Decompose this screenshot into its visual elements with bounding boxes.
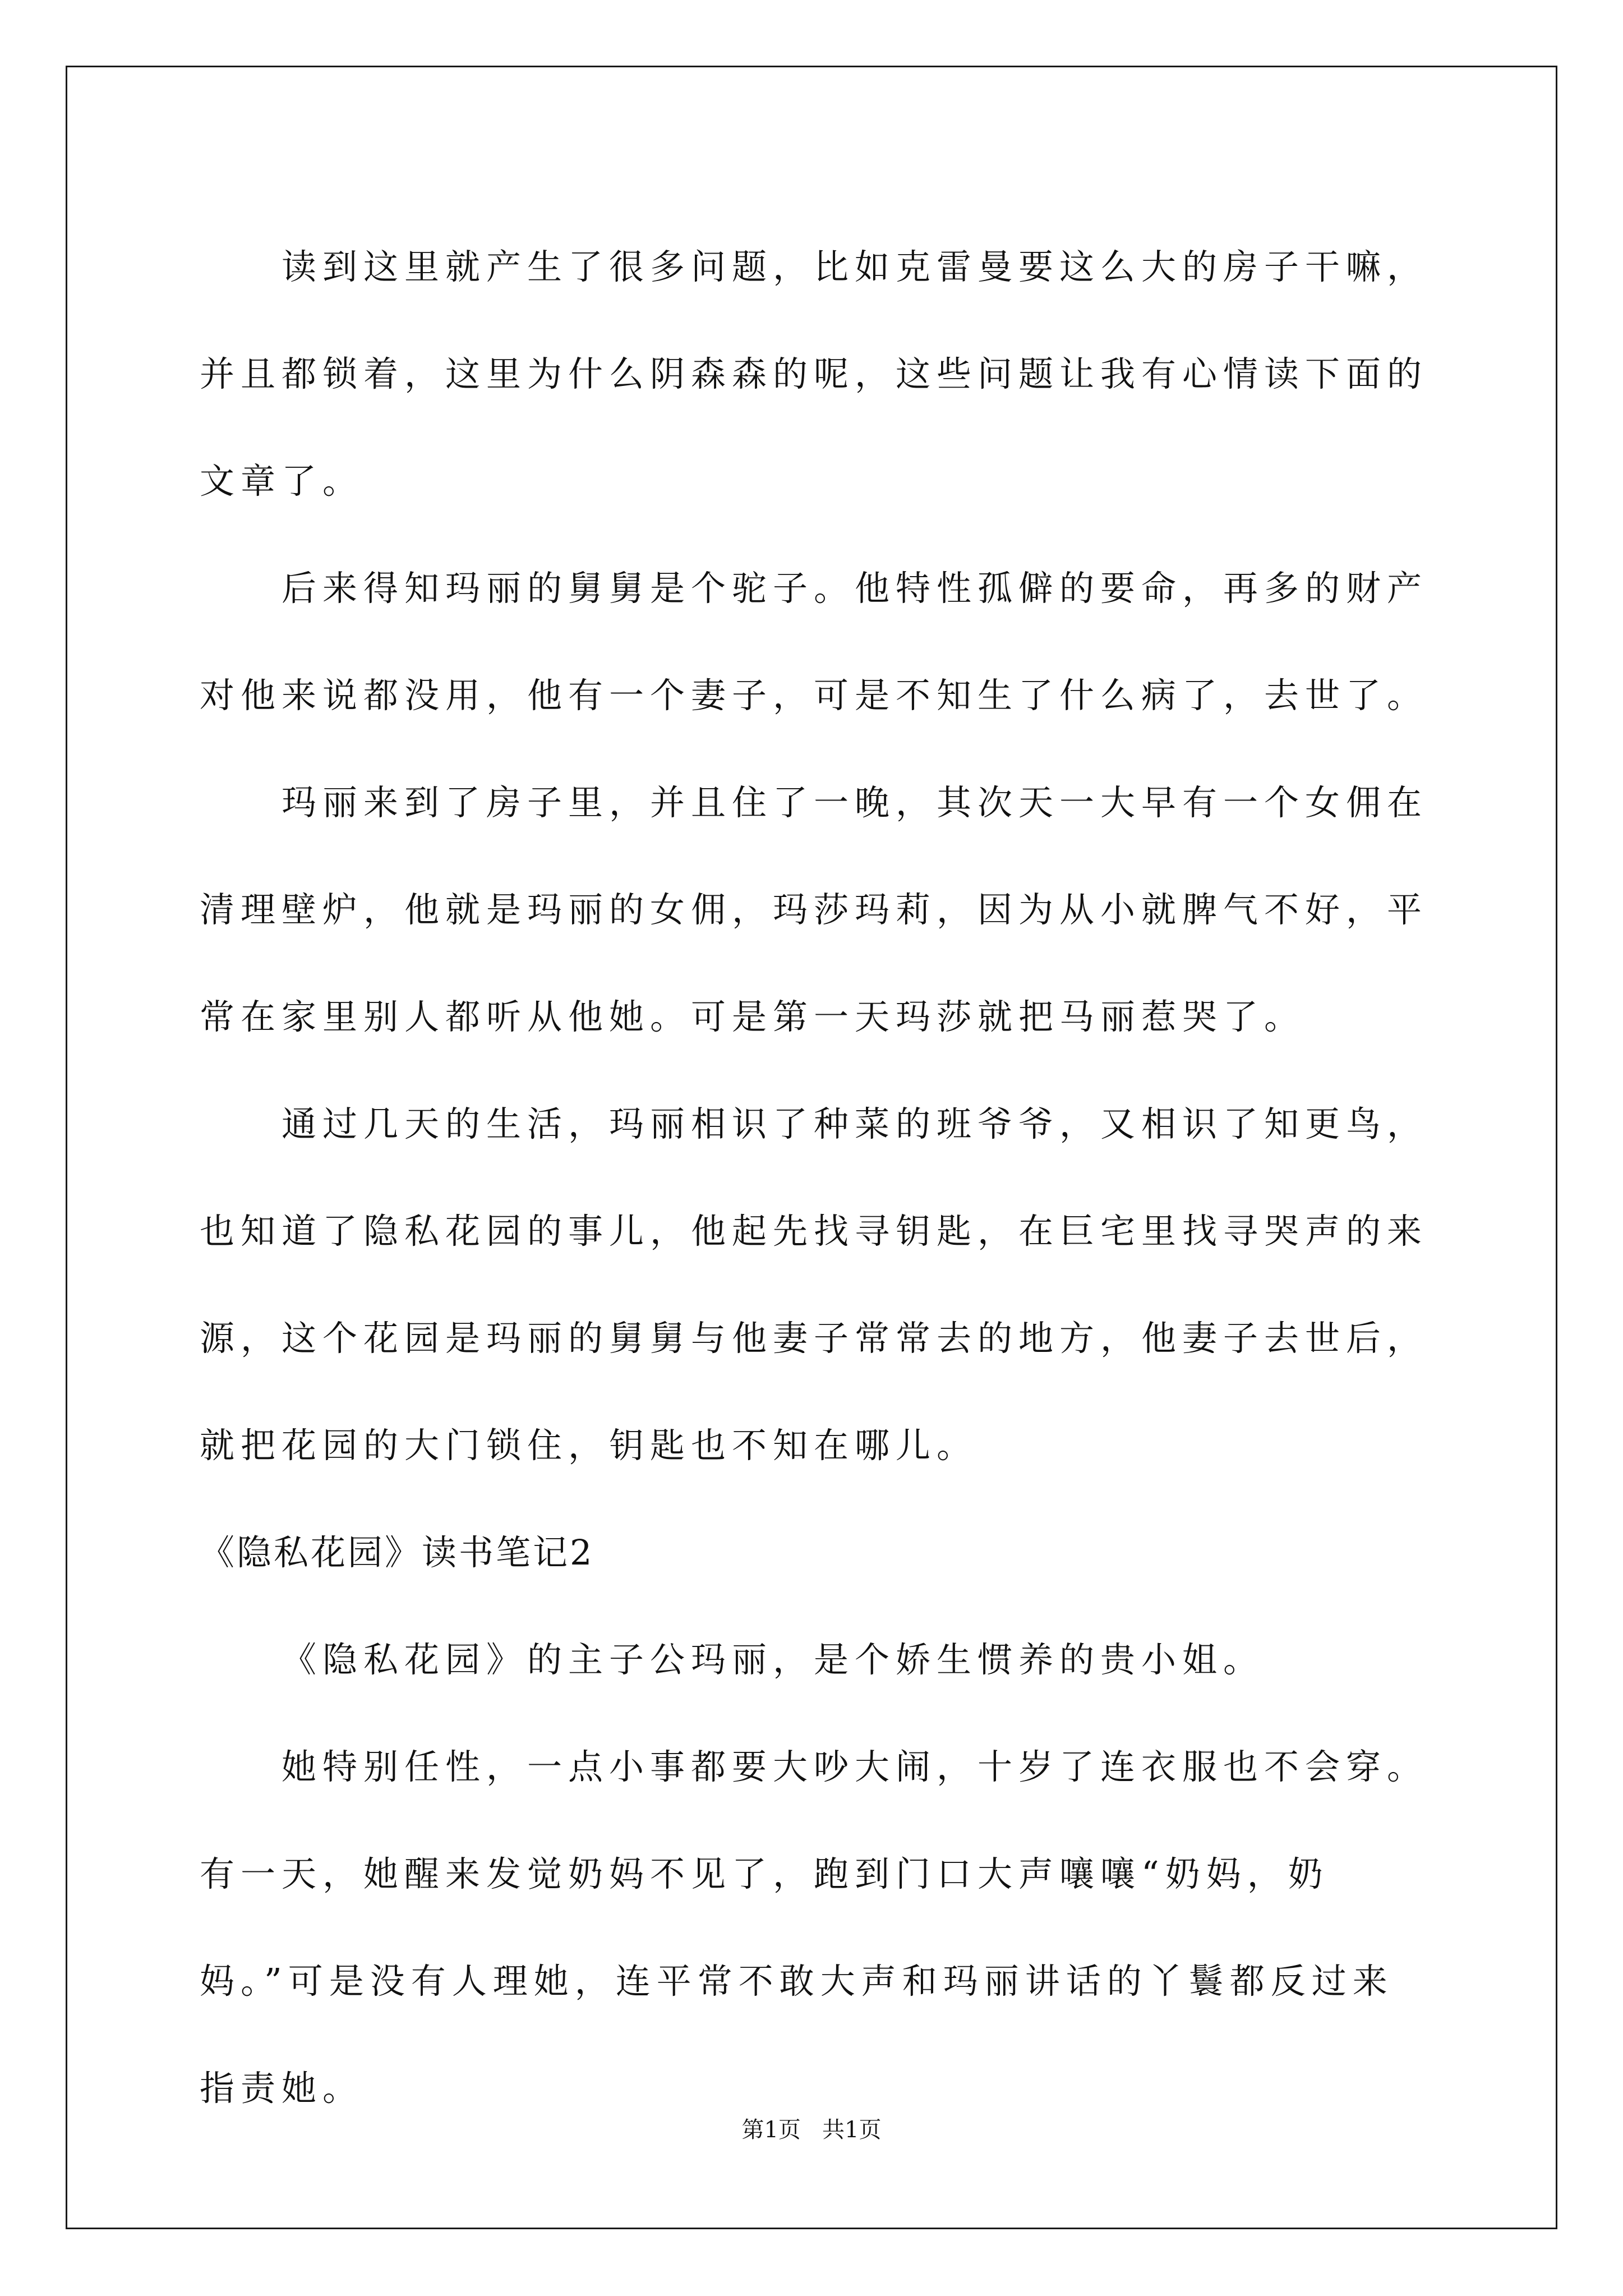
paragraph-4: 通过几天的生活，玛丽相识了种菜的班爷爷，又相识了知更鸟，也知道了隐私花园的事儿，他起先找寻钥匙，在巨宅里找寻哭声的来源，这个花园是玛丽的舅舅与他妻子常常去的地方，他妻子去世后，就把花园的大门锁住，钥匙也不知在哪儿。 xyxy=(200,1103,1428,1466)
paragraph-2: 后来得知玛丽的舅舅是个驼子。他特性孤僻的要命，再多的财产对他来说都没用，他有一个妻子，可是不知生了什么病了，去世了。 xyxy=(200,568,1428,716)
page-number: 第1页 共1页 xyxy=(741,2117,882,2143)
paragraph-1: 读到这里就产生了很多问题，比如克雷曼要这么大的房子干嘛，并且都锁着，这里为什么阴森森的呢，这些问题让我有心情读下面的文章了。 xyxy=(200,246,1428,501)
section-heading: 《隐私花园》读书笔记2 xyxy=(200,1532,594,1573)
paragraph-5: 《隐私花园》的主子公玛丽，是个娇生惯养的贵小姐。 xyxy=(282,1639,1265,1680)
paragraph-6: 她特别任性，一点小事都要大吵大闹，十岁了连衣服也不会穿。有一天，她醒来发觉奶妈不见了，跑到门口大声嚷嚷“奶妈，奶妈。”可是没有人理她，连平常不敢大声和玛丽讲话的丫鬟都反过来指责她。 xyxy=(200,1746,1428,2109)
document-body xyxy=(200,213,1433,2142)
paragraph-3: 玛丽来到了房子里，并且住了一晚，其次天一大早有一个女佣在清理壁炉，他就是玛丽的女佣，玛莎玛莉，因为从小就脾气不好，平常在家里别人都听从他她。可是第一天玛莎就把马丽惹哭了。 xyxy=(200,782,1428,1037)
